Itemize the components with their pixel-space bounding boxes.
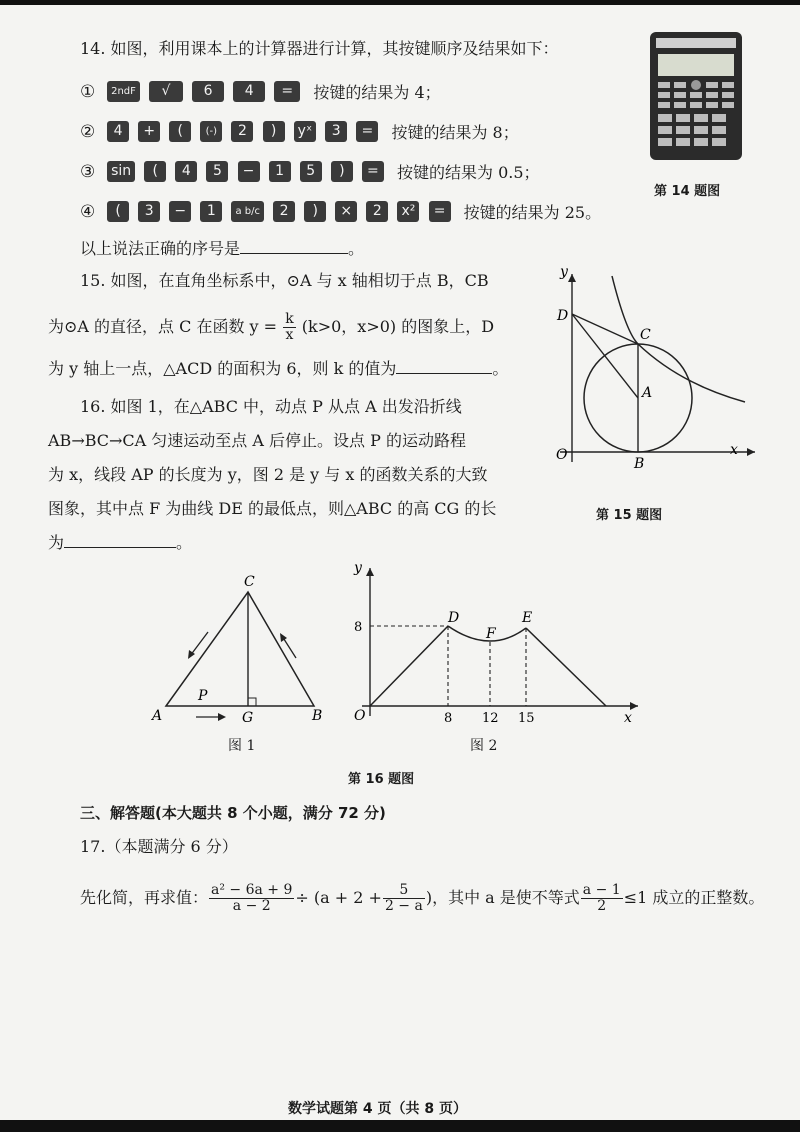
- calc-key: 2ndF: [107, 81, 140, 102]
- x-axis-arrow: [747, 448, 755, 456]
- calc-key: 2: [366, 201, 388, 222]
- tick-x-15: 15: [518, 711, 535, 726]
- label-x: x: [730, 442, 738, 458]
- frac-numerator: a² − 6a + 9: [211, 882, 293, 898]
- q14-row-4-number: ④: [80, 201, 96, 222]
- label-b: B: [312, 708, 323, 724]
- q14-ask: [80, 238, 364, 260]
- q15-line-2a: 为⊙A 的直径，点 C 在函数 y =: [48, 317, 278, 336]
- calc-key: =: [362, 161, 384, 182]
- label-d: D: [557, 308, 569, 324]
- q16-figure-1: [150, 570, 340, 730]
- q14-row-3-number: ③: [80, 161, 96, 182]
- q15-line-2b: (k>0，x>0) 的图象上，D: [301, 317, 495, 336]
- label-y: y: [354, 560, 362, 576]
- tick-x-12: 12: [482, 711, 499, 726]
- q16-line-1: 16. 如图 1，在△ABC 中，动点 P 从点 A 出发沿折线: [80, 397, 462, 416]
- q15-line-2: [48, 312, 494, 343]
- q16-line-3: 为 x，线段 AP 的长度为 y，图 2 是 y 与 x 的函数关系的大致: [48, 465, 488, 484]
- q14-ask-text: 以上说法正确的序号是: [80, 239, 241, 258]
- calc-key: =: [356, 121, 378, 142]
- frac-denominator: a − 2: [232, 898, 271, 914]
- calc-key: yˣ: [294, 121, 317, 142]
- q14-figure-caption: 第 14 题图: [654, 184, 721, 199]
- label-b: B: [634, 456, 645, 472]
- fig1-caption: 图 1: [228, 738, 256, 754]
- calc-key: 4: [107, 121, 129, 142]
- q17-mid: ÷ (a + 2 +: [295, 888, 382, 907]
- label-a: A: [642, 385, 653, 401]
- solar-panel: [656, 38, 736, 48]
- label-g: G: [242, 710, 254, 726]
- answer-blank: [396, 359, 492, 374]
- label-e: E: [522, 610, 533, 626]
- frac-denominator: x: [285, 327, 294, 343]
- q14-stem: 14. 如图，利用课本上的计算器进行计算，其按键顺序及结果如下：: [80, 39, 559, 58]
- label-o: O: [556, 447, 568, 463]
- calc-key: ): [263, 121, 285, 142]
- arrow-ab-head: [218, 713, 226, 721]
- y-axis-arrow: [366, 568, 374, 576]
- calc-key: −: [169, 201, 191, 222]
- frac-numerator: k: [285, 311, 294, 327]
- q17-title: 17.（本题满分 6 分）: [80, 837, 238, 856]
- frac-numerator: 5: [383, 883, 425, 899]
- label-p: P: [198, 688, 208, 704]
- page-footer: 数学试题第 4 页（共 8 页）: [288, 1101, 467, 1117]
- y-axis-arrow: [568, 274, 576, 282]
- answer-blank: [64, 533, 176, 548]
- calc-key: 4: [175, 161, 197, 182]
- arrow-bc-head: [280, 633, 287, 642]
- segment-od: [370, 626, 448, 706]
- q16-figure-2: [340, 560, 640, 730]
- q17-fraction-2: [383, 883, 425, 914]
- q15-fraction: [283, 312, 295, 343]
- label-y: y: [560, 264, 568, 280]
- calc-key: 1: [269, 161, 291, 182]
- q14-row-2-result: 按键的结果为 8；: [391, 123, 519, 142]
- calc-key: 3: [138, 201, 160, 222]
- calc-key: x²: [397, 201, 419, 222]
- q15-figure: [530, 262, 770, 472]
- q16-line-4: 图象，其中点 F 为曲线 DE 的最低点，则△ABC 的高 CG 的长: [48, 499, 497, 518]
- q14-row-3-result: 按键的结果为 0.5；: [397, 163, 540, 182]
- q14-row-3: [80, 160, 540, 183]
- calc-key: −: [238, 161, 260, 182]
- tick-y-8: 8: [354, 620, 363, 635]
- calc-key: =: [274, 81, 300, 102]
- q14-row-1: [80, 80, 441, 103]
- calc-key: ×: [335, 201, 357, 222]
- calculator-dpad: [691, 80, 701, 90]
- label-d: D: [448, 610, 460, 626]
- calc-key: 6: [192, 81, 224, 102]
- q14-row-4: [80, 200, 601, 223]
- q16-line-5: [48, 532, 192, 554]
- q17-fraction-1: [209, 883, 294, 914]
- q16-figure-caption: 第 16 题图: [348, 772, 415, 787]
- frac-numerator: a − 1: [582, 882, 621, 898]
- q14-ask-end: 。: [348, 239, 365, 258]
- calc-key: ): [304, 201, 326, 222]
- q14-row-2: [80, 120, 519, 143]
- fig2-caption: 图 2: [470, 738, 498, 754]
- calc-key: 5: [206, 161, 228, 182]
- label-c: C: [640, 327, 651, 343]
- label-a: A: [152, 708, 163, 724]
- calc-key: ): [331, 161, 353, 182]
- q15-end: 。: [492, 359, 509, 378]
- x-axis-arrow: [630, 702, 638, 710]
- q17-fraction-3: [581, 883, 623, 914]
- calc-key: (: [107, 201, 129, 222]
- calc-key: 2: [231, 121, 253, 142]
- calc-key: 3: [325, 121, 347, 142]
- calc-key: 1: [200, 201, 222, 222]
- calc-key: (: [144, 161, 166, 182]
- q16-line-5-text: 为: [48, 533, 65, 552]
- tick-x-8: 8: [444, 711, 453, 726]
- calc-key: 2: [273, 201, 295, 222]
- q14-row-1-result: 按键的结果为 4；: [313, 83, 441, 102]
- frac-denominator: 2: [597, 898, 607, 914]
- calc-key: √: [149, 81, 183, 102]
- q15-line-3: [48, 358, 508, 380]
- calc-key: +: [138, 121, 160, 142]
- q17-mid-2: )，其中 a 是使不等式: [425, 888, 580, 907]
- q14-row-1-number: ①: [80, 81, 96, 102]
- calc-key: sin: [107, 161, 135, 182]
- calc-key: =: [429, 201, 451, 222]
- q15-figure-caption: 第 15 题图: [596, 508, 663, 523]
- q16-line-2: AB→BC→CA 匀速运动至点 A 后停止。设点 P 的运动路程: [48, 431, 466, 450]
- q17-body: [80, 878, 764, 918]
- right-angle-mark: [248, 698, 256, 706]
- segment-e-end: [526, 628, 606, 706]
- label-o: O: [354, 708, 366, 724]
- scan-edge-top: [0, 0, 800, 5]
- label-f: F: [486, 626, 496, 642]
- calc-key: 4: [233, 81, 265, 102]
- answer-blank: [240, 239, 348, 254]
- calc-key: 5: [300, 161, 322, 182]
- calc-key: (-): [200, 121, 222, 142]
- q14-row-4-result: 按键的结果为 25。: [463, 203, 602, 222]
- triangle-abc: [166, 592, 314, 706]
- calculator-display: [658, 54, 734, 76]
- label-x: x: [624, 710, 632, 726]
- q14-row-2-number: ②: [80, 121, 96, 142]
- calc-key: a b/c: [231, 201, 264, 222]
- label-c: C: [244, 574, 255, 590]
- q16-end: 。: [176, 533, 193, 552]
- scan-edge-bottom: [0, 1120, 800, 1132]
- q17-lead: 先化简，再求值：: [80, 888, 209, 907]
- calc-key: (: [169, 121, 191, 142]
- section-3-heading: 三、解答题(本大题共 8 个小题，满分 72 分): [80, 804, 386, 822]
- frac-denominator: 2 − a: [384, 898, 423, 914]
- hyperbola-curve: [612, 276, 745, 402]
- q17-tail: ≤1 成立的正整数。: [623, 888, 765, 907]
- q15-line-3-text: 为 y 轴上一点，△ACD 的面积为 6，则 k 的值为: [48, 359, 397, 378]
- q15-line-1: 15. 如图，在直角坐标系中，⊙A 与 x 轴相切于点 B，CB: [80, 271, 489, 290]
- calculator-picture: [648, 30, 744, 162]
